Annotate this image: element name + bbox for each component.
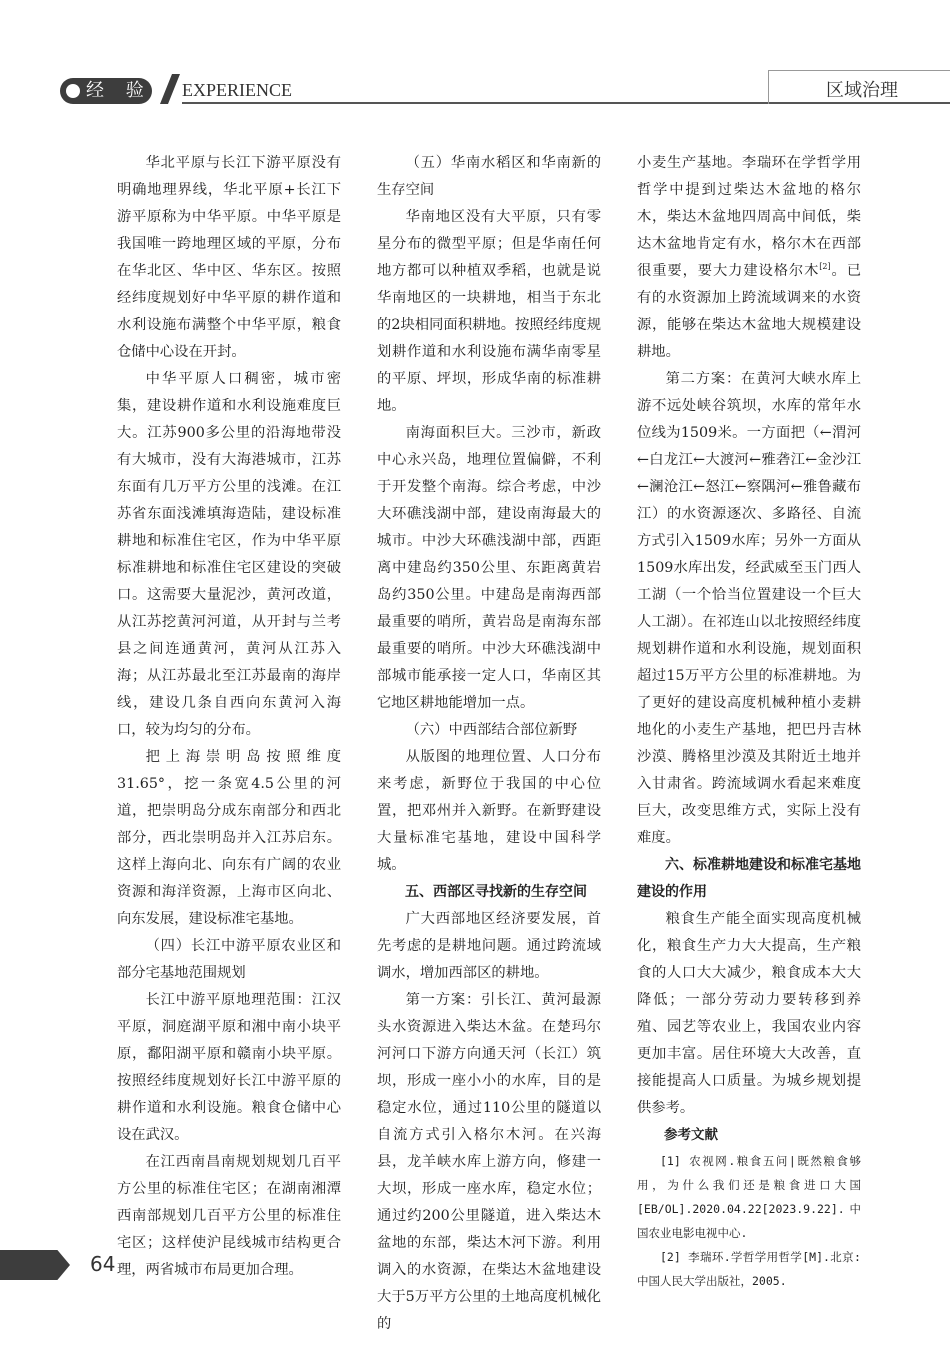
paragraph: 第二方案：在黄河大峡水库上游不远处峡谷筑坝，水库的常年水位线为1509米。一方面把（←渭河←白龙江←大渡河←雅砻江←金沙江←澜沧江←怒江←察隅河←雅鲁藏布江）的水资源逐次、多路径、自流方式引入1509水库；另外一方面从1509水库出发，经武威至玉门西人工湖（一个恰当位置建设一个巨大人工湖）。在祁连山以北按照经纬度规划耕作道和水利设施，规划面积超过15万平方公里的标准耕地。为了更好的建设高度机械种植小麦耕地化的小麦生产基地，把巴丹吉林沙漠、腾格里沙漠及其附近土地并入甘肃省。跨流域调水看起来难度巨大，改变思维方式，实际上没有难度。 [637, 371, 861, 846]
paragraph: 南海面积巨大。三沙市，新政中心永兴岛，地理位置偏僻，不利于开发整个南海。综合考虑，中沙大环礁浅湖中部，建设南海最大的城市。中沙大环礁浅湖中部，西距离中建岛约350公里、东距离黄岩岛约350公里。中建岛是南海西部最重要的哨所，黄岩岛是南海东部最重要的哨所。中沙大环礁浅湖中部城市能承接一定人口，华南区其它地区耕地能增加一点。 [377, 425, 601, 711]
section-heading: 五、西部区寻找新的生存空间 [405, 884, 587, 900]
paragraph: 第一方案：引长江、黄河最源头水资源进入柴达木盆。在楚玛尔河河口下游方向通天河（长江）筑坝，形成一座小小的水库，目的是稳定水位，通过110公里的隧道以自流方式引入格尔木河。在兴海县，龙羊峡水库上游方向，修建一大坝，形成一座水库，稳定水位；通过约200公里隧道，进入柴达木盆地的东部，柴达木河下游。利用调入的水资源，在柴达木盆地建设大于5万平方公里的土地高度机械化的 [377, 992, 601, 1332]
page-header [0, 70, 950, 106]
paragraph-text: 小麦生产基地。李瑞环在学哲学用哲学中提到过柴达木盆地的格尔木，柴达木盆地四周高中间低，柴达木盆地肯定有水，格尔木在西部很重要，要大力建设格尔木 [637, 155, 861, 279]
subsection-heading: （四）长江中游平原农业区和部分宅基地范围规划 [117, 938, 341, 981]
column-2 [377, 150, 601, 1338]
category-label: 区域治理 [826, 80, 898, 101]
subsection-heading: （六）中西部结合部位新野 [405, 722, 578, 738]
page-number: 64 [90, 1252, 116, 1276]
column-1 [117, 150, 341, 1284]
reference-item: [2] 李瑞环.学哲学用哲学[M].北京:中国人民大学出版社，2005. [637, 1250, 861, 1288]
paragraph: 粮食生产能全面实现高度机械化，粮食生产力大大提高，生产粮食的人口大大减少，粮食成本大大降低；一部分劳动力要转移到养殖、园艺等农业上，我国农业内容更加丰富。居住环境大大改善，直接能提高人口质量。为城乡规划提供参考。 [637, 911, 861, 1116]
paragraph: 华北平原与长江下游平原没有明确地理界线，华北平原+长江下游平原称为中华平原。中华平原是我国唯一跨地理区域的平原，分布在华北区、华中区、华东区。按照经纬度规划好中华平原的耕作道和水利设施布满整个中华平原，粮食仓储中心设在开封。 [117, 155, 341, 360]
subsection-heading: （五）华南水稻区和华南新的生存空间 [377, 155, 601, 198]
section-label-cn: 经 验 [86, 80, 152, 101]
circle-icon [66, 84, 80, 98]
slash-icon [150, 74, 180, 104]
section-pill [60, 78, 152, 104]
paragraph: 在江西南昌南规划规划几百平方公里的标准住宅区；在湖南湘潭西南部规划几百平方公里的标准住宅区；这样使沪昆线城市结构更合理，两省城市布局更加合理。 [117, 1154, 341, 1278]
paragraph: 中华平原人口稠密，城市密集，建设耕作道和水利设施难度巨大。江苏900多公里的沿海地带没有大城市，没有大海港城市，江苏东面有几万平方公里的浅滩。在江苏省东面浅滩填海造陆，建设标准耕地和标准住宅区，作为中华平原标准耕地和标准住宅区建设的突破口。这需要大量泥沙，黄河改道，从江苏挖黄河河道，从开封与兰考县之间连通黄河，黄河从江苏入海；从江苏最北至江苏最南的海岸线，建设几条自西向东黄河入海口，较为均匀的分布。 [117, 371, 341, 738]
paragraph: 从版图的地理位置、人口分布来考虑，新野位于我国的中心位置，把邓州并入新野。在新野建设大量标准宅基地，建设中国科学城。 [377, 749, 601, 873]
paragraph: 广大西部地区经济要发展，首先考虑的是耕地问题。通过跨流域调水，增加西部区的耕地。 [377, 911, 601, 981]
paragraph [637, 150, 861, 366]
paragraph-text: 。已有的水资源加上跨流域调来的水资源，能够在柴达木盆地大规模建设耕地。 [637, 263, 862, 360]
section-heading: 六、标准耕地建设和标准宅基地建设的作用 [637, 857, 861, 900]
citation-marker: [2] [819, 262, 831, 272]
paragraph: 把上海崇明岛按照维度31.65°，挖一条宽4.5公里的河道，把崇明岛分成东南部分和西北部分，西北崇明岛并入江苏启东。这样上海向北、向东有广阔的农业资源和海洋资源，上海市区向北、向东发展，建设标准宅基地。 [117, 749, 341, 927]
paragraph: 长江中游平原地理范围：江汉平原，洞庭湖平原和湘中南小块平原，鄱阳湖平原和赣南小块平原。按照经纬度规划好长江中游平原的耕作道和水利设施。粮食仓储中心设在武汉。 [117, 992, 341, 1143]
references-heading: 参考文献 [664, 1127, 718, 1143]
column-3 [637, 150, 861, 1293]
section-label-en: EXPERIENCE [182, 80, 292, 100]
footer-arrow [0, 1250, 70, 1280]
paragraph: 华南地区没有大平原，只有零星分布的微型平原；但是华南任何地方都可以种植双季稻，也就是说华南地区的一块耕地，相当于东北的2块相同面积耕地。按照经纬度规划耕作道和水利设施布满华南零星的平原、坪坝，形成华南的标准耕地。 [377, 209, 601, 414]
reference-item: [1] 农视网.粮食五问|既然粮食够用，为什么我们还是粮食进口大国[EB/OL].2020.04.22[2023.9.22].中国农业电影电视中心. [637, 1154, 861, 1240]
